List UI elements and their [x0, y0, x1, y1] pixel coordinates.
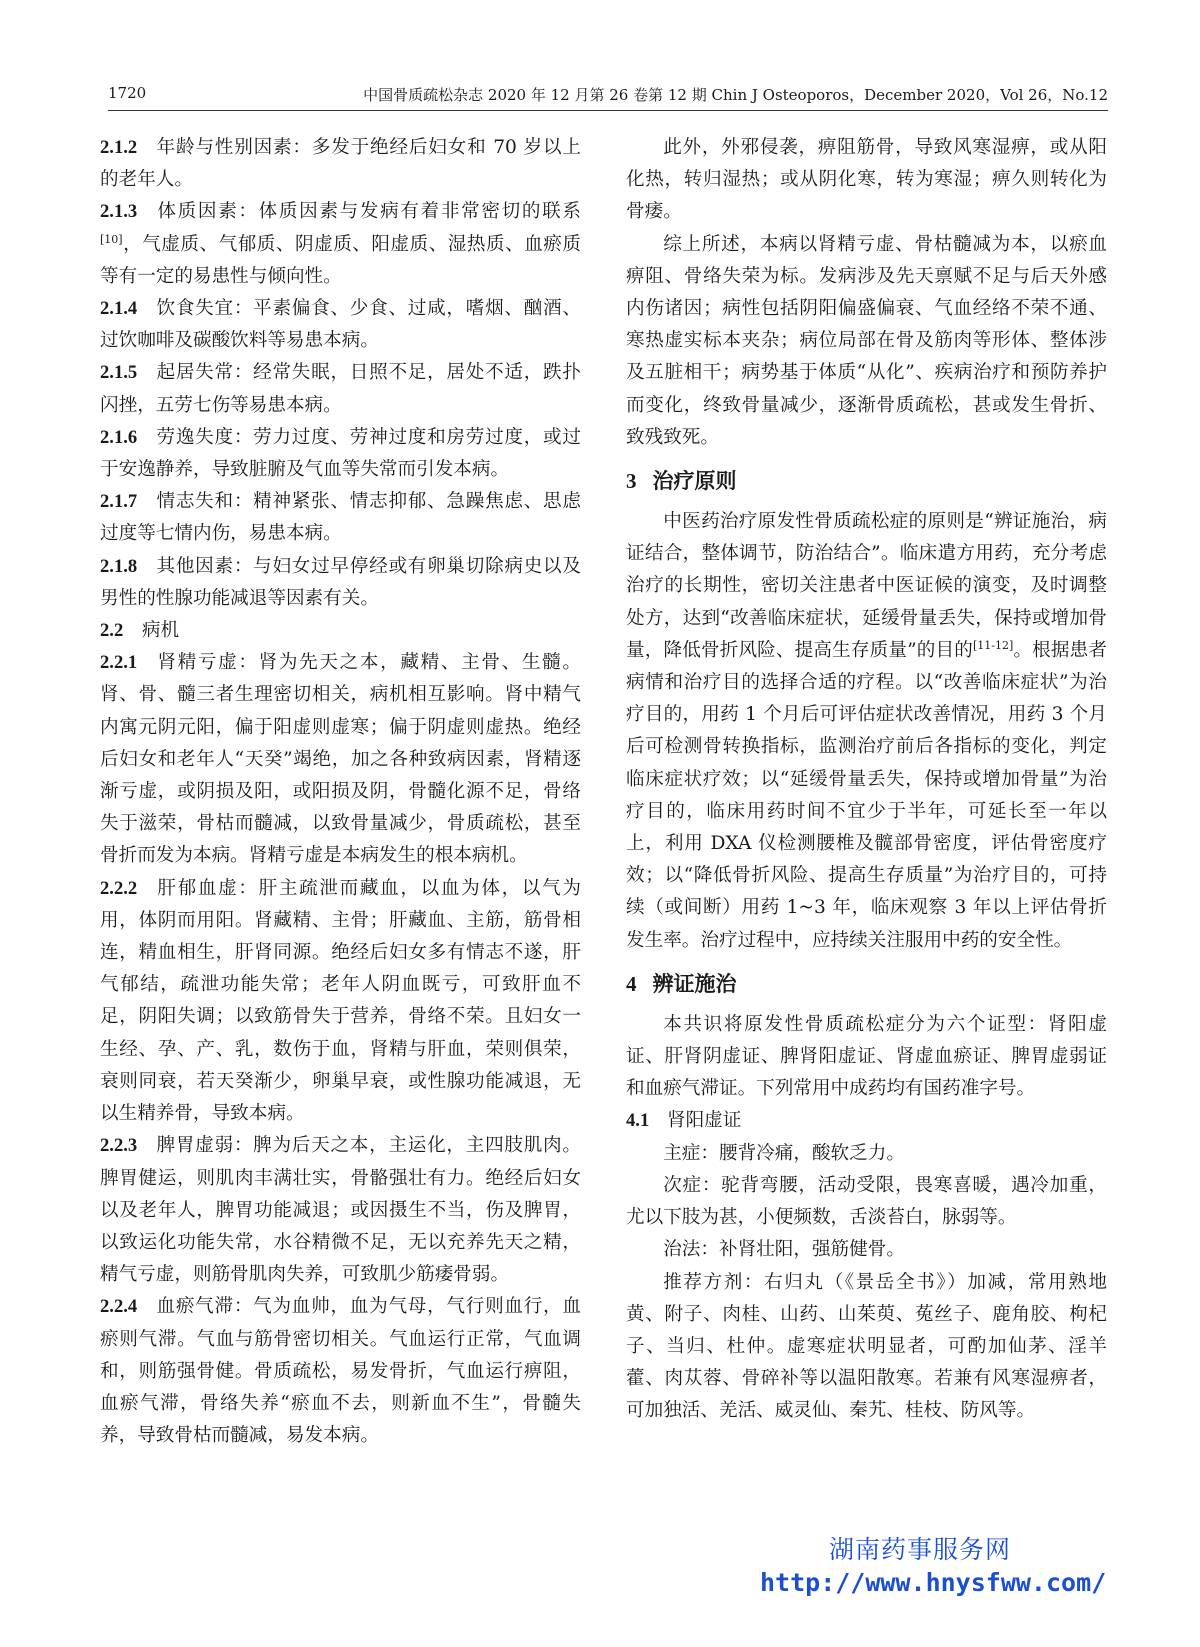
subsection-number: 2.2.2 [100, 877, 138, 899]
site-watermark [760, 1533, 1107, 1599]
paragraph-recommended-formula: 推荐方剂：右归丸（《景岳全书》）加减，常用熟地黄、附子、肉桂、山药、山茱萸、菟丝子、鹿角胶、枸杞子、当归、杜仲。虚寒症状明显者，可酌加仙茅、淫羊藿、肉苁蓉、骨碎补等以温阳散寒。若兼有风寒湿痹者，可加独活、羌活、威灵仙、秦艽、桂枝、防风等。 [626, 1271, 1107, 1422]
subsection-heading: 肾精亏虚： [155, 652, 259, 674]
right-column [626, 132, 1107, 1428]
paragraph-summary: 综上所述，本病以肾精亏虚、骨枯髓减为本，以瘀血痹阻、骨络失荣为标。发病涉及先天禀赋不足与后天外感内伤诸因；病性包括阴阳偏盛偏衰、气血经络不荣不通、寒热虚实标本夹杂；病位局部在骨及筋肉等形体、整体涉及五脏相干；病势基于体质“从化”、疾病治疗和预防养护而变化，终致骨量减少，逐渐骨质疏松，甚或发生骨折、致残致死。 [626, 233, 1107, 448]
section-number: 4 [626, 971, 637, 996]
citation-ref: [10] [100, 232, 123, 246]
section-heading-3 [626, 466, 1107, 496]
left-column [100, 132, 581, 1452]
subsection-number: 2.2.4 [100, 1296, 138, 1318]
paragraph-text: 气为血帅，血为气母，气行则血行，血瘀则气滞。气血与筋骨密切相关。气血运行正常，气血调和，则筋强骨健。骨质疏松，易发骨折，气血运行痹阻，血瘀气滞，骨络失养“瘀血不去，则新血不生”，骨髓失养，导致骨枯而髓减，易发本病。 [100, 1296, 581, 1447]
watermark-url[interactable]: http://www.hnysfww.com/ [760, 1568, 1107, 1597]
watermark-site-name: 湖南药事服务网 [828, 1535, 1011, 1564]
subsection-heading: 脾胃虚弱： [155, 1135, 254, 1157]
subsection-heading: 起居失常： [155, 362, 254, 384]
section-title: 治疗原则 [652, 468, 737, 494]
subsection-paragraph [100, 422, 581, 486]
subsection-paragraph [100, 1130, 581, 1291]
subsection-heading: 情志失和： [155, 491, 254, 513]
subsection-paragraph [100, 357, 581, 421]
paragraph-text: ，气虚质、气郁质、阴虚质、阳虚质、湿热质、血瘀质等有一定的易患性与倾向性。 [100, 233, 581, 287]
subsection-heading: 病机 [141, 620, 180, 642]
paragraph-text: 体质因素与发病有着非常密切的联系 [258, 201, 581, 223]
subsection-number: 2.1.8 [100, 555, 138, 577]
subsection-paragraph [100, 293, 581, 357]
paragraph-text: 经常失眠，日照不足，居处不适，跌扑闪挫，五劳七伤等易患本病。 [100, 362, 581, 416]
paragraph-main-symptoms: 主症：腰背冷痛，酸软乏力。 [663, 1142, 905, 1164]
subsection-heading: 血瘀气滞： [155, 1296, 254, 1318]
section-title: 辨证施治 [652, 970, 737, 996]
subsection-number: 2.1.7 [100, 491, 138, 513]
paragraph-treatment-method: 治法：补肾壮阳，强筋健骨。 [663, 1239, 905, 1261]
section-heading-4 [626, 969, 1107, 999]
paragraph-text: 脾为后天之本，主运化，主四肢肌肉。脾胃健运，则肌肉丰满壮实，骨骼强壮有力。绝经后妇女以及老年人，脾胃功能减退；或因摄生不当，伤及脾胃，以致运化功能失常，水谷精微不足，无以充养先天之精，精气亏虚，则筋骨肌肉失养，可致肌少筋痿骨弱。 [100, 1135, 581, 1286]
section-number: 3 [626, 469, 637, 494]
paragraph-text: 多发于绝经后妇女和 70 岁以上的老年人。 [100, 137, 581, 191]
subsection-number: 2.1.4 [100, 298, 138, 320]
paragraph-text: 中医药治疗原发性骨质疏松症的原则是“辨证施治，病证结合，整体调节，防治结合”。临床遣方用药，充分考虑治疗的长期性，密切关注患者中医证候的演变，及时调整处方，达到“改善临床症状，延缓骨量丢失，保持或增加骨量，降低骨折风险、提高生存质量”的目的 [626, 511, 1107, 661]
subsection-paragraph [100, 1291, 581, 1452]
subsection-paragraph [100, 486, 581, 550]
subsection-number: 2.2.3 [100, 1135, 138, 1157]
running-header [108, 84, 1108, 111]
subsection-heading: 体质因素： [155, 201, 259, 223]
paragraph-syndrome-types: 本共识将原发性骨质疏松症分为六个证型：肾阳虚证、肝肾阴虚证、脾肾阳虚证、肾虚血瘀证、脾胃虚弱证和血瘀气滞证。下列常用中成药均有国药准字号。 [626, 1013, 1107, 1100]
paragraph-text: 与妇女过早停经或有卵巢切除病史以及男性的性腺功能减退等因素有关。 [100, 555, 581, 609]
subsection-paragraph [100, 615, 581, 647]
paragraph-text: 。根据患者病情和治疗目的选择合适的疗程。以“改善临床症状”为治疗目的，用药 1 个月后可评估症状改善情况，用药 3 个月后可检测骨转换指标，监测治疗前后各指标的变化，判定临床症状疗效；以“延缓骨量丢失，保持或增加骨量”为治疗目的，临床用药时间不宜少于半年，可延长至一年以上，利用 DXA 仪检测腰椎及髋部骨密度，评估骨密度疗效；以“降低骨折风险、提高生存质量”为治疗目的，可持续（或间断）用药 1~3 年，临床观察 3 年以上评估骨折发生率。治疗过程中，应持续关注服用中药的安全性。 [626, 639, 1107, 951]
subsection-number: 2.2 [100, 620, 124, 642]
paragraph-text: 肾为先天之本，藏精、主骨、生髓。肾、骨、髓三者生理密切相关，病机相互影响。肾中精气内寓元阴元阳，偏于阳虚则虚寒；偏于阴虚则虚热。绝经后妇女和老年人“天癸”竭绝，加之各种致病因素，肾精逐渐亏虚，或阴损及阳，或阳损及阴，骨髓化源不足，骨络失于滋荣，骨枯而髓减，以致骨量减少，骨质疏松，甚至骨折而发为本病。肾精亏虚是本病发生的根本病机。 [100, 652, 581, 867]
citation-ref: [11-12] [972, 638, 1014, 652]
paragraph-external-pathogens: 此外，外邪侵袭，痹阻筋骨，导致风寒湿痹，或从阳化热，转归湿热；或从阴化寒，转为寒湿；痹久则转化为骨痿。 [626, 137, 1107, 223]
subsection-paragraph [100, 196, 581, 293]
subsection-paragraph [100, 873, 581, 1131]
journal-running-head: 中国骨质疏松杂志 2020 年 12 月第 26 卷第 12 期 Chin J Osteoporos，December 2020，Vol 26，No.12 [363, 86, 1108, 104]
subsection-heading-4-1 [626, 1105, 1107, 1137]
subsection-paragraph [100, 132, 581, 196]
paragraph-treatment-principles [626, 506, 1107, 957]
subsection-number: 2.1.6 [100, 426, 138, 448]
paragraph-text: 平素偏食、少食、过咸，嗜烟、酗酒、过饮咖啡及碳酸饮料等易患本病。 [100, 298, 581, 352]
page-number: 1720 [108, 84, 147, 102]
subsection-heading: 肝郁血虚： [155, 877, 259, 899]
subsection-number: 2.1.3 [100, 201, 138, 223]
subsection-number: 2.1.2 [100, 137, 138, 158]
subsection-heading: 其他因素： [155, 555, 254, 577]
paragraph-secondary-symptoms: 次症：驼背弯腰，活动受限，畏寒喜暖，遇冷加重，尤以下肢为甚，小便频数，舌淡苔白，脉弱等。 [626, 1174, 1107, 1229]
subsection-heading: 劳逸失度： [155, 426, 254, 448]
subsection-paragraph [100, 551, 581, 615]
subsection-number: 2.1.5 [100, 362, 138, 384]
paragraph-text: 劳力过度、劳神过度和房劳过度，或过于安逸静养，导致脏腑及气血等失常而引发本病。 [100, 426, 581, 481]
subsection-heading: 饮食失宜： [155, 298, 254, 320]
subsection-heading: 年龄与性别因素： [155, 137, 312, 158]
subsection-number: 4.1 [626, 1110, 650, 1132]
subsection-paragraph [100, 647, 581, 872]
subsection-number: 2.2.1 [100, 652, 138, 674]
paragraph-text: 精神紧张、情志抑郁、急躁焦虑、思虑过度等七情内伤，易患本病。 [100, 491, 581, 545]
subsection-title: 肾阳虚证 [666, 1110, 742, 1132]
paragraph-text: 肝主疏泄而藏血，以血为体，以气为用，体阴而用阳。肾藏精、主骨；肝藏血、主筋，筋骨相连，精血相生，肝肾同源。绝经后妇女多有情志不遂，肝气郁结，疏泄功能失常；老年人阴血既亏，可致肝血不足，阴阳失调；以致筋骨失于营养，骨络不荣。且妇女一生经、孕、产、乳，数伤于血，肾精与肝血，荣则俱荣，衰则同衰，若天癸渐少，卵巢早衰，或性腺功能减退，无以生精养骨，导致本病。 [100, 877, 581, 1125]
